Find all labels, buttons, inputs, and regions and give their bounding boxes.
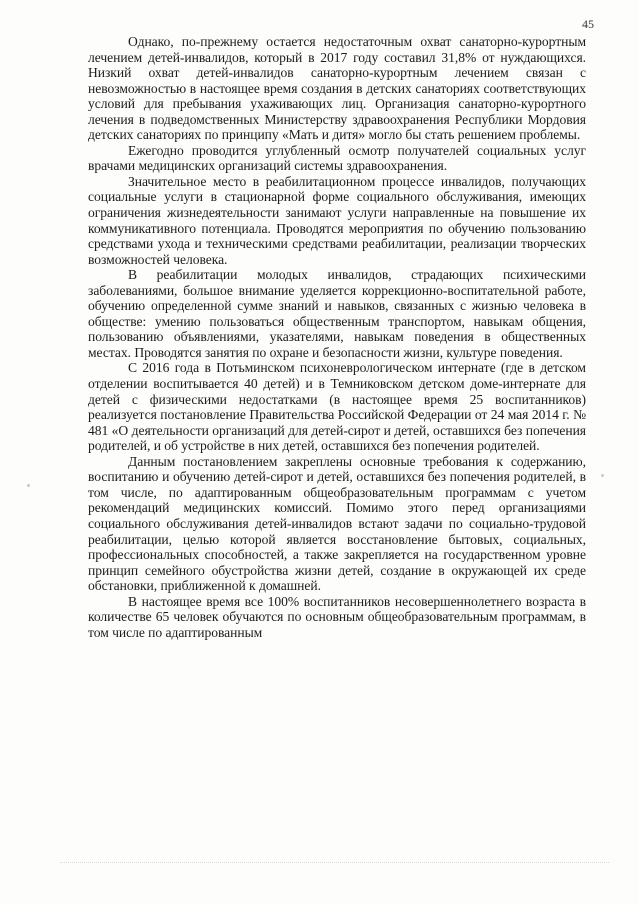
paragraph-resolution-requirements: Данным постановлением закреплены основные требования к содержанию, воспитанию и обучению детей-сирот и детей, оставшихся без попечения родителей, в том числе, по адаптированным общеобразовательным программам с учетом рекомендаций медицинских комиссий. Помимо этого перед организациями социального обслуживания детей-инвалидов встают задачи по социально-трудовой реабилитации, целью которой является восстановление бытовых, социальных, профессиональных способностей, а также закрепляется на государственном уровне принцип семейного обустройства жизни детей, создание в окружающей их среде обстановки, приближенной к домашней. <box>88 453 586 594</box>
paragraph-education-programs: В настоящее время все 100% воспитанников несовершеннолетнего возраста в количестве 65 человек обучаются по основным общеобразовательным программам, в том числе по адаптированным <box>88 593 586 640</box>
paragraph-boarding-schools: С 2016 года в Потьминском психоневрологическом интернате (где в детском отделении воспитывается 40 детей) и в Темниковском детском доме-интернате для детей с физическими недостатками (в настоящее время 25 воспитанников) реализуется постановление Правительства Российской Федерации от 24 мая 2014 г. № 481 «О деятельности организаций для детей-сирот и детей, оставшихся без попечения родителей, и об устройстве в них детей, оставшихся без попечения родителей. <box>88 360 586 454</box>
paragraph-medical-examination: Ежегодно проводится углубленный осмотр получателей социальных услуг врачами медицинских организаций системы здравоохранения. <box>88 142 586 174</box>
scan-artifact-line <box>60 862 609 863</box>
paragraph-young-disabled-rehabilitation: В реабилитации молодых инвалидов, страдающих психическими заболеваниями, большое внимание уделяется коррекционно-воспитательной работе, обучению определенной сумме знаний и навыков, связанных с жизнью человека в обществе: умению пользоваться общественным транспортом, навыкам общения, пользованию объявлениями, указателями, навыкам поведения в общественных местах. Проводятся занятия по охране и безопасности жизни, культуре поведения. <box>88 267 586 360</box>
paragraph-rehabilitation-services: Значительное место в реабилитационном процессе инвалидов, получающих социальные услуги в стационарной форме социального обслуживания, имеющих ограничения жизнедеятельности занимают услуги направленные на повышение их коммуникативного потенциала. Проводятся мероприятия по обучению пользованию средствами ухода и техническими средствами реабилитации, реализации творческих возможностей человека. <box>88 173 586 267</box>
page-number: 45 <box>582 17 594 31</box>
scan-artifact-dot <box>601 474 604 477</box>
document-body <box>88 34 586 640</box>
scan-artifact-dot <box>27 484 30 487</box>
paragraph-sanatorium-coverage: Однако, по-прежнему остается недостаточным охват санаторно-курортным лечением детей-инвалидов, который в 2017 году составил 31,8% от нуждающихся. Низкий охват детей-инвалидов санаторно-курортным лечением связан с невозможностью в настоящее время создания в детских санаториях соответствующих условий для пребывания ухаживающих лиц. Организация санаторно-курортного лечения в подведомственных Министерству здравоохранения Республики Мордовия детских санаториях по принципу «Мать и дитя» могло бы стать решением проблемы. <box>88 34 586 143</box>
